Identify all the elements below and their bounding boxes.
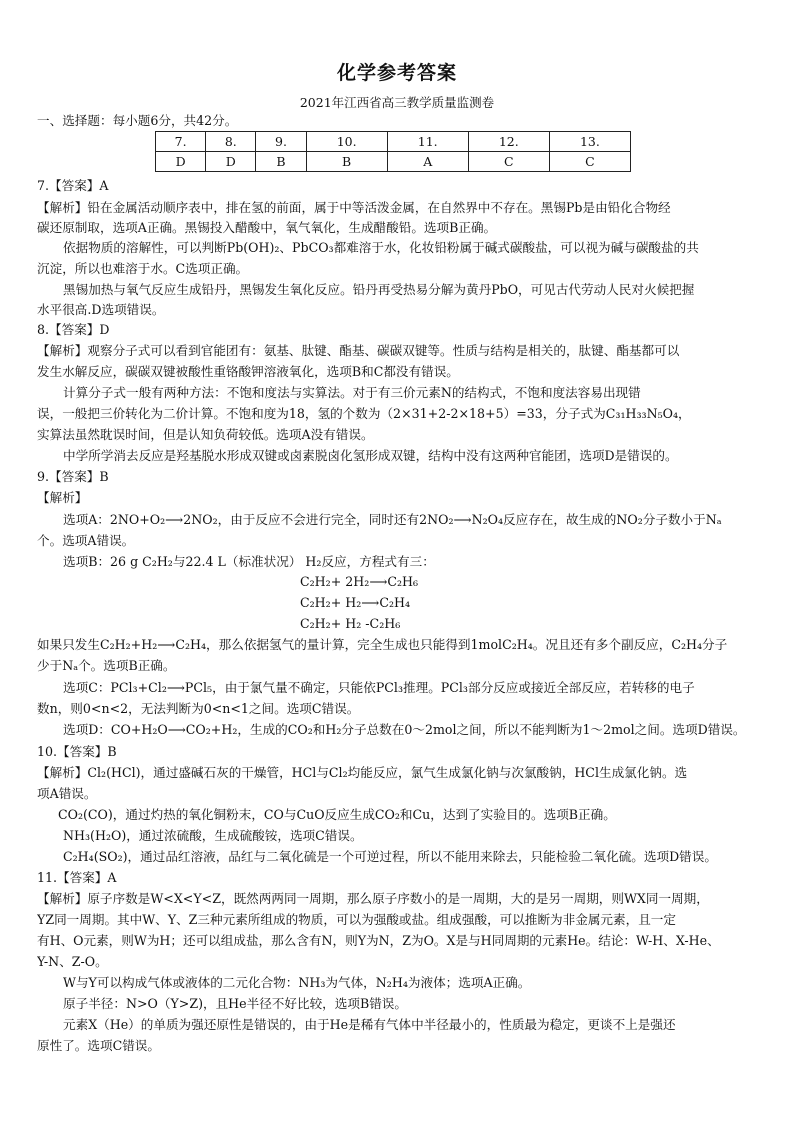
answer-cell: C (468, 152, 549, 172)
question-number: 10. (306, 132, 387, 152)
q11-analysis-line: Y-N、Z-O。 (37, 954, 108, 969)
q11-analysis-line: YZ同一周期。其中W、Y、Z三种元素所组成的物质，可以为强酸或盐。组成强酸，可以推断为非金属元素，且一定 (37, 912, 676, 927)
q7-analysis-line: 碳还原制取，选项A正确。黑锡投入醋酸中，氧气氧化，生成醋酸铅。选项B正确。 (37, 220, 497, 235)
answer-cell: A (387, 152, 468, 172)
q8-analysis-line: 中学所学消去反应是羟基脱水形成双键或卤素脱卤化氢形成双键，结构中没有这两种官能团，选项D是错误的。 (63, 448, 678, 463)
q8-analysis-line: 实算法虽然耽误时间，但是认知负荷较低。选项A没有错误。 (37, 427, 374, 442)
q8-analysis-line: 发生水解反应，碳碳双键被酸性重铬酸钾溶液氧化，选项B和C都没有错误。 (37, 364, 459, 379)
exam-subtitle: 2021年江西省高三教学质量监测卷 (299, 95, 495, 110)
q11-analysis-line: 元素X（He）的单质为强还原性是错误的，由于He是稀有气体中半径最小的，性质最为稳定，更谈不上是强还 (63, 1017, 676, 1032)
q10-analysis-line: CO₂(CO)，通过灼热的氧化铜粉末，CO与CuO反应生成CO₂和Cu，达到了实验目的。选项B正确。 (58, 807, 616, 822)
answer-cell: C (549, 152, 630, 172)
q11-analysis-line: 原性了。选项C错误。 (37, 1038, 160, 1053)
q10-answer: 10.【答案】B (37, 744, 117, 759)
answer-cell: B (256, 152, 306, 172)
answer-table (155, 131, 631, 172)
q11-analysis-line: W与Y可以构成气体或液体的二元化合物：NH₃为气体，N₂H₄为液体；选项A正确。 (63, 975, 531, 990)
q10-analysis-line: 项A错误。 (37, 786, 97, 801)
q8-analysis-line: 误，一般把三价转化为二价计算。不饱和度为18，氢的个数为（2×31+2-2×18+5）=33，分子式为C₃₁H₃₃N₅O₄， (37, 406, 691, 421)
equation: C₂H₂+ H₂⟶C₂H₄ (300, 595, 411, 610)
question-number: 7. (156, 132, 206, 152)
q11-analysis-line: 有H、O元素，则W为H；还可以组成盐，那么含有N，则Y为N，Z为O。X是与H同周期的元素He。结论：W-H、X-He、 (37, 933, 720, 948)
answer-row (156, 152, 631, 172)
q9-analysis-line: 选项D：CO+H₂O⟶CO₂+H₂，生成的CO₂和H₂分子总数在0～2mol之间，所以不能判断为1～2mol之间。选项D错误。 (63, 722, 746, 737)
section-heading: 一、选择题：每小题6分，共42分。 (37, 113, 238, 128)
q9-analysis-line: 如果只发生C₂H₂+H₂⟶C₂H₄，那么依据氢气的量计算，完全生成也只能得到1molC₂H₄。况且还有多个副反应，C₂H₄分子 (37, 637, 728, 652)
q11-analysis-line: 【解析】原子序数是W<X<Y<Z，既然两两同一周期，那么原子序数小的是一周期，大的是另一周期，则WX同一周期， (37, 891, 709, 906)
equation: C₂H₂+ H₂ -C₂H₆ (300, 616, 401, 631)
q11-answer: 11.【答案】A (37, 870, 117, 885)
q8-analysis-line: 计算分子式一般有两种方法：不饱和度法与实算法。对于有三价元素N的结构式，不饱和度法容易出现错 (63, 385, 641, 400)
question-number: 13. (549, 132, 630, 152)
q7-answer: 7.【答案】A (37, 178, 109, 193)
q7-analysis-line: 【解析】铅在金属活动顺序表中，排在氢的前面，属于中等活泼金属，在自然界中不存在。黑锡Pb是由铅化合物经 (37, 200, 671, 215)
question-number: 8. (206, 132, 256, 152)
q7-analysis-line: 水平很高.D选项错误。 (37, 302, 165, 317)
q10-analysis-line: NH₃(H₂O)，通过浓硫酸，生成硫酸铵，选项C错误。 (63, 828, 363, 843)
q9-analysis-line: 数n，则0<n<2，无法判断为0<n<1之间。选项C错误。 (37, 701, 360, 716)
q7-analysis-line: 黑锡加热与氧气反应生成铅丹，黑锡发生氧化反应。铅丹再受热易分解为黄丹PbO，可见古代劳动人民对火候把握 (63, 282, 695, 297)
answer-cell: D (206, 152, 256, 172)
q8-analysis-line: 【解析】观察分子式可以看到官能团有：氨基、肽键、酯基、碳碳双键等。性质与结构是相关的，肽键、酯基都可以 (37, 343, 680, 358)
question-number: 9. (256, 132, 306, 152)
equation: C₂H₂+ 2H₂⟶C₂H₆ (300, 574, 419, 589)
q9-analysis-line: 个。选项A错误。 (37, 533, 135, 548)
q7-analysis-line: 沉淀，所以也难溶于水。C选项正确。 (37, 261, 249, 276)
q9-analysis-line: 选项B：26 g C₂H₂与22.4 L（标准状况） H₂反应，方程式有三： (63, 554, 435, 569)
q8-answer: 8.【答案】D (37, 322, 110, 337)
q7-analysis-line: 依据物质的溶解性，可以判断Pb(OH)₂、PbCO₃都难溶于水，化妆铅粉属于碱式碳酸盐，可以视为碱与碳酸盐的共 (63, 240, 699, 255)
question-number: 11. (387, 132, 468, 152)
q9-answer: 9.【答案】B (37, 469, 109, 484)
question-number: 12. (468, 132, 549, 152)
q9-analysis-line: 选项C：PCl₃+Cl₂⟶PCl₅，由于氯气量不确定，只能依PCl₃推理。PCl₃部分反应或接近全部反应，若转移的电子 (63, 680, 695, 695)
q11-analysis-line: 原子半径：N>O（Y>Z)，且He半径不好比较，选项B错误。 (63, 996, 407, 1011)
question-number-row (156, 132, 631, 152)
answer-cell: B (306, 152, 387, 172)
answer-cell: D (156, 152, 206, 172)
q10-analysis-line: C₂H₄(SO₂)，通过品红溶液，品红与二氧化硫是一个可逆过程，所以不能用来除去，只能检验二氧化硫。选项D错误。 (63, 849, 717, 864)
q9-analysis-label: 【解析】 (37, 490, 88, 505)
q9-analysis-line: 少于Nₐ个。选项B正确。 (37, 658, 176, 673)
page-title: 化学参考答案 (336, 62, 457, 84)
q9-analysis-line: 选项A：2NO+O₂⟶2NO₂，由于反应不会进行完全，同时还有2NO₂⟶N₂O₄反应存在，故生成的NO₂分子数小于Nₐ (63, 512, 722, 527)
q10-analysis-line: 【解析】Cl₂(HCl)，通过盛碱石灰的干燥管，HCl与Cl₂均能反应，氯气生成氯化钠与次氯酸钠，HCl生成氯化钠。选 (37, 765, 688, 780)
